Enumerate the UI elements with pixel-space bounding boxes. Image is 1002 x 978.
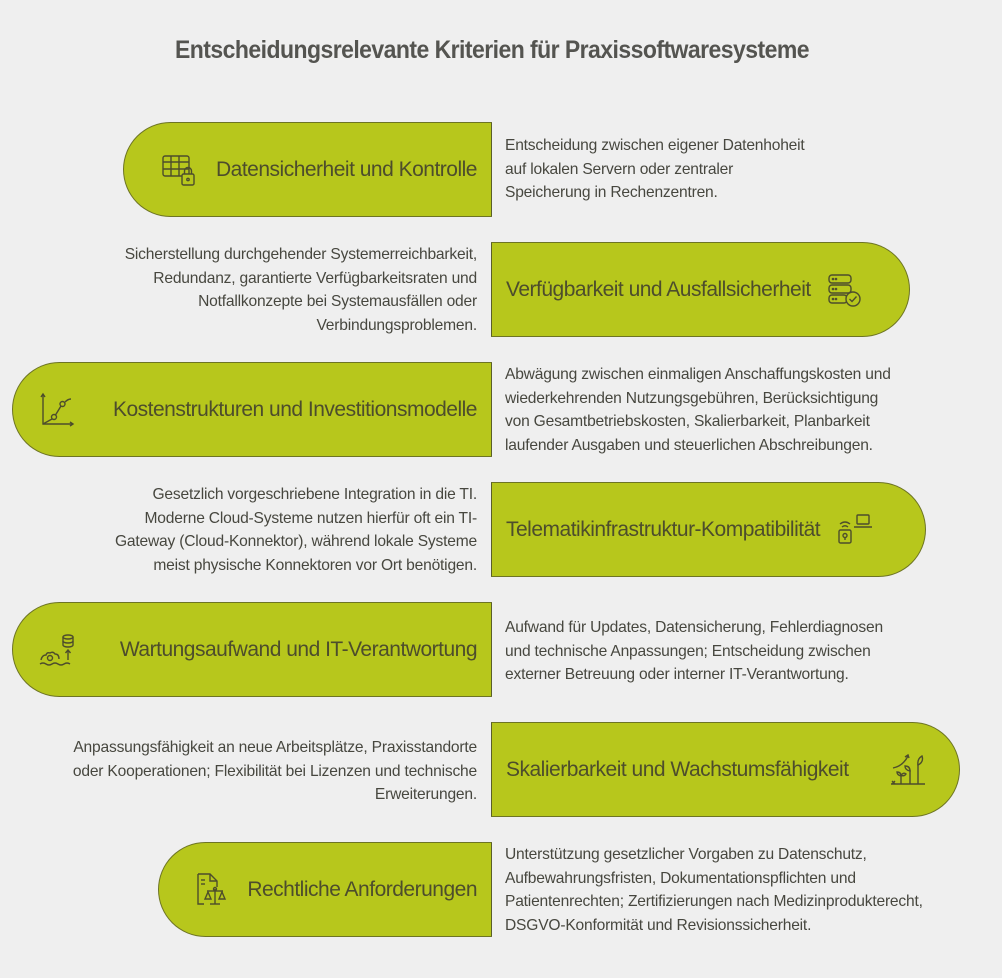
criterion-label: Verfügbarkeit und Ausfallsicherheit [506, 277, 811, 301]
description-line: externer Betreuung oder interner IT-Verantwortung. [505, 666, 849, 683]
diagram-title: Entscheidungsrelevante Kriterien für Praxissoftwaresysteme [175, 36, 809, 64]
criterion-label: Wartungsaufwand und IT-Verantwortung [119, 637, 477, 661]
criterion-description-scalability [73, 736, 477, 807]
secure-connection-icon [834, 510, 874, 550]
description-line: oder Kooperationen; Flexibilität bei Lizenzen und technische [72, 762, 477, 780]
description-line: Aufbewahrungsfristen, Dokumentationspflichten und [505, 869, 856, 887]
maintenance-database-icon [37, 630, 77, 670]
description-line: Redundanz, garantierte Verfügbarkeitsraten und [153, 269, 477, 287]
legal-document-scales-icon [191, 870, 231, 910]
criterion-label: Telematikinfrastruktur-Kompatibilität [506, 517, 821, 541]
description-line: auf lokalen Servern oder zentraler [505, 160, 734, 178]
description-line: Verbindungsproblemen. [316, 316, 477, 334]
criterion-description-data-security [505, 134, 805, 205]
server-check-icon [825, 270, 865, 310]
criterion-pill-data-security [123, 122, 492, 217]
description-line: Anpassungsfähigkeit an neue Arbeitsplätze, Praxisstandorte [73, 739, 477, 756]
criterion-label: Rechtliche Anforderungen [247, 877, 477, 901]
description-line: Erweiterungen. [374, 786, 477, 803]
criterion-description-maintenance [505, 616, 883, 687]
criterion-pill-maintenance [12, 602, 492, 697]
line-chart-icon [37, 390, 77, 430]
growing-plant-icon [887, 750, 927, 790]
criterion-label: Datensicherheit und Kontrolle [215, 157, 477, 181]
description-line: Abwägung zwischen einmaligen Anschaffungskosten und [505, 366, 891, 383]
description-line: von Gesamtbetriebskosten, Skalierbarkeit, Planbarkeit [505, 413, 870, 430]
description-line: Gateway (Cloud-Konnektor), während lokale Systeme [114, 533, 477, 550]
description-line: laufender Ausgaben und steuerlichen Abschreibungen. [505, 436, 873, 454]
description-line: Moderne Cloud-Systeme nutzen hierfür oft ein TI- [144, 509, 477, 527]
description-line: Notfallkonzepte bei Systemausfällen oder [198, 293, 477, 310]
description-line: Sicherstellung durchgehender Systemerreichbarkeit, [124, 246, 477, 263]
description-line: DSGVO-Konformität und Revisionssicherheit. [505, 916, 812, 934]
description-line: wiederkehrenden Nutzungsgebühren, Berücksichtigung [505, 389, 879, 407]
description-line: Entscheidung zwischen eigener Datenhoheit [505, 137, 805, 154]
description-line: Speicherung in Rechenzentren. [505, 184, 718, 201]
description-line: meist physische Konnektoren vor Ort benötigen. [153, 556, 477, 574]
criterion-pill-telematics [491, 482, 926, 577]
criterion-pill-availability [491, 242, 910, 337]
description-line: Patientenrechten; Zertifizierungen nach Medizinprodukterecht, [505, 893, 923, 910]
criterion-description-legal [505, 843, 923, 937]
criterion-label: Skalierbarkeit und Wachstumsfähigkeit [506, 757, 849, 781]
criterion-pill-scalability [491, 722, 960, 817]
table-lock-icon [160, 150, 200, 190]
criterion-description-availability [125, 243, 477, 337]
criterion-pill-legal [158, 842, 492, 937]
criterion-label: Kostenstrukturen und Investitionsmodelle [112, 397, 477, 421]
description-line: Aufwand für Updates, Datensicherung, Fehlerdiagnosen [505, 619, 883, 636]
criterion-pill-costs [12, 362, 492, 457]
description-line: Gesetzlich vorgeschriebene Integration in die TI. [152, 486, 477, 503]
description-line: und technische Anpassungen; Entscheidung zwischen [505, 642, 871, 660]
criterion-description-costs [505, 363, 891, 457]
criterion-description-telematics [115, 483, 477, 577]
description-line: Unterstützung gesetzlicher Vorgaben zu Datenschutz, [505, 846, 867, 863]
